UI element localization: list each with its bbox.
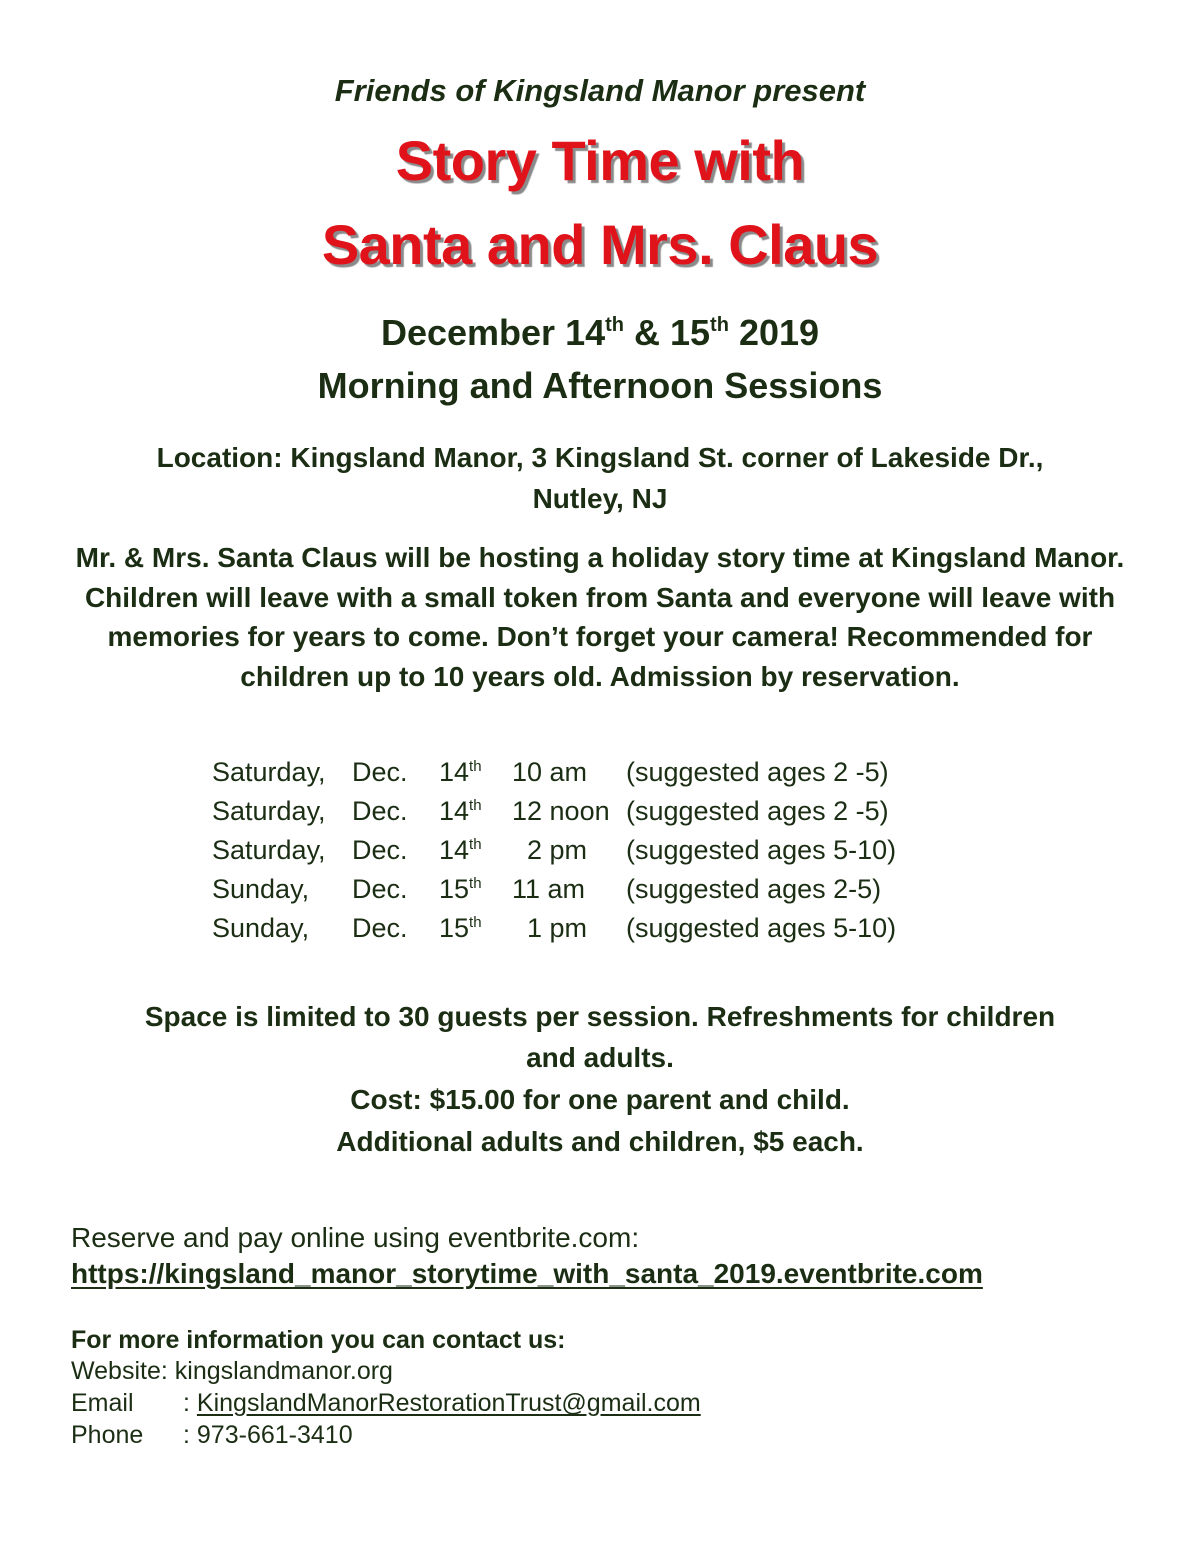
schedule-date-sup: th <box>469 875 482 892</box>
schedule-date-num: 15 <box>439 913 470 943</box>
schedule-date <box>439 757 482 788</box>
schedule-date-sup: th <box>469 758 482 775</box>
schedule-time: 1 pm <box>512 913 588 943</box>
contact-heading: For more information you can contact us: <box>71 1326 566 1354</box>
cost-line: Cost: $15.00 for one parent and child. <box>350 1084 850 1115</box>
schedule-row <box>212 757 972 796</box>
schedule-row <box>212 913 972 952</box>
email-label: Email <box>71 1389 134 1417</box>
schedule-time: 11 am <box>512 874 586 904</box>
additional-cost-line: Additional adults and children, $5 each. <box>336 1126 864 1157</box>
phone-value[interactable]: 973-661-3410 <box>196 1421 353 1449</box>
schedule-month: Dec. <box>352 796 408 826</box>
dates-prefix: December 14 <box>380 312 606 353</box>
schedule-row <box>212 835 972 874</box>
schedule-date <box>439 874 482 905</box>
schedule-month: Dec. <box>352 874 408 904</box>
schedule-day: Saturday, <box>212 835 326 865</box>
schedule-day: Saturday, <box>212 796 326 826</box>
schedule-month: Dec. <box>352 757 408 787</box>
schedule-day: Sunday, <box>212 874 310 904</box>
schedule-day: Saturday, <box>212 757 326 787</box>
sessions-heading: Morning and Afternoon Sessions <box>317 365 883 406</box>
location-line-1: Location: Kingsland Manor, 3 Kingsland St. corner of Lakeside Dr., <box>156 442 1044 473</box>
phone-separator: : <box>183 1421 197 1449</box>
schedule-date-num: 14 <box>439 757 470 787</box>
email-link[interactable]: KingslandManorRestorationTrust@gmail.com <box>196 1389 701 1417</box>
dates-sup-1: th <box>605 314 624 336</box>
schedule-date-num: 14 <box>439 796 470 826</box>
dates-sup-2: th <box>710 314 729 336</box>
schedule-ages: (suggested ages 5-10) <box>626 913 897 943</box>
schedule-time: 2 pm <box>512 835 588 865</box>
capacity-line-2: and adults. <box>526 1042 674 1073</box>
contact-phone <box>71 1421 353 1450</box>
contact-email <box>71 1389 701 1418</box>
presenter-line: Friends of Kingsland Manor present <box>334 73 866 108</box>
schedule-ages: (suggested ages 2-5) <box>626 874 882 904</box>
dates-suffix: 2019 <box>728 312 820 353</box>
schedule-ages: (suggested ages 2 -5) <box>626 757 889 787</box>
schedule-row <box>212 874 972 913</box>
website-value[interactable]: kingslandmanor.org <box>174 1357 393 1385</box>
schedule-month: Dec. <box>352 913 408 943</box>
event-dates <box>0 312 1200 354</box>
session-schedule <box>212 757 972 952</box>
location <box>0 437 1200 519</box>
capacity-note <box>0 996 1200 1078</box>
email-separator: : <box>183 1389 197 1417</box>
schedule-date-num: 14 <box>439 835 470 865</box>
schedule-date <box>439 796 482 827</box>
schedule-date-sup: th <box>469 836 482 853</box>
schedule-row <box>212 796 972 835</box>
schedule-day: Sunday, <box>212 913 310 943</box>
capacity-line-1: Space is limited to 30 guests per session. Refreshments for children <box>144 1001 1056 1032</box>
reserve-instructions: Reserve and pay online using eventbrite.com: <box>71 1222 640 1253</box>
schedule-date <box>439 835 482 866</box>
phone-label: Phone <box>71 1421 144 1449</box>
schedule-time: 10 am <box>512 757 588 787</box>
location-line-2: Nutley, NJ <box>532 483 668 514</box>
event-title-line-2: Santa and Mrs. Claus <box>321 213 879 276</box>
schedule-date-sup: th <box>469 797 482 814</box>
event-description: Mr. & Mrs. Santa Claus will be hosting a holiday story time at Kingsland Manor. Children will leave with a small token from Santa and everyone will leave with memories for years to come. Don’t forget your camera! Recommended for children up to 10 years old. Admission by reservation. <box>75 542 1125 692</box>
event-title-line-1: Story Time with <box>395 129 805 192</box>
schedule-date-sup: th <box>469 914 482 931</box>
schedule-month: Dec. <box>352 835 408 865</box>
eventbrite-link[interactable]: https://kingsland_manor_storytime_with_santa_2019.eventbrite.com <box>71 1258 983 1289</box>
dates-middle: & 15 <box>624 312 711 353</box>
schedule-time: 12 noon <box>512 796 610 826</box>
schedule-date-num: 15 <box>439 874 470 904</box>
schedule-date <box>439 913 482 944</box>
schedule-ages: (suggested ages 5-10) <box>626 835 897 865</box>
website-label: Website: <box>71 1357 168 1385</box>
schedule-ages: (suggested ages 2 -5) <box>626 796 889 826</box>
contact-website <box>71 1357 393 1386</box>
